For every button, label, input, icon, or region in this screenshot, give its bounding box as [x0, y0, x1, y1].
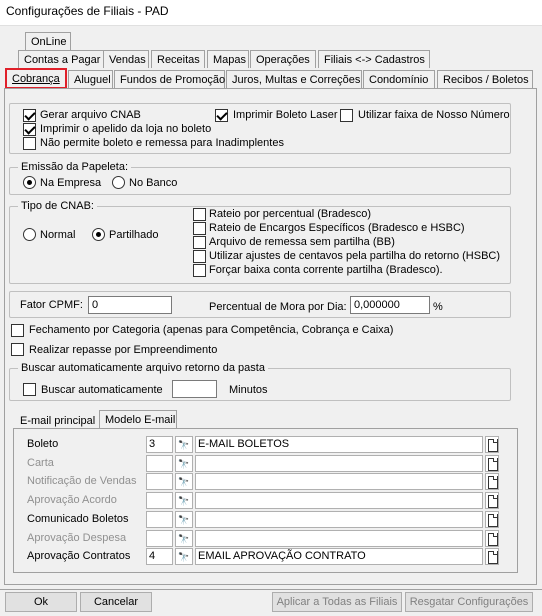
- email-row-label: Notificação de Vendas: [27, 475, 137, 487]
- nao-permite-checkbox[interactable]: [23, 137, 36, 150]
- tab-vendas[interactable]: Vendas: [103, 50, 149, 68]
- tab-online[interactable]: OnLine: [25, 32, 71, 50]
- arquivo-remessa-checkbox[interactable]: [193, 236, 206, 249]
- fechamento-checkbox[interactable]: [11, 324, 24, 337]
- resgatar-button[interactable]: [405, 592, 533, 612]
- binoculars-icon[interactable]: 🔭: [175, 436, 193, 453]
- document-icon[interactable]: [485, 455, 499, 472]
- binoculars-icon[interactable]: 🔭: [175, 511, 193, 528]
- cnab-legend: Tipo de CNAB:: [18, 200, 97, 212]
- cancelar-label: Cancelar: [93, 596, 139, 608]
- tab-aluguel[interactable]: Aluguel: [68, 70, 113, 88]
- email-row-label: Aprovação Despesa: [27, 532, 127, 544]
- percent-label: %: [433, 301, 443, 313]
- rateio-percentual-label: Rateio por percentual (Bradesco): [209, 208, 372, 220]
- email-row-number-input[interactable]: [146, 530, 173, 547]
- document-icon[interactable]: [485, 511, 499, 528]
- imprimir-apelido-checkbox[interactable]: [23, 123, 36, 136]
- rateio-percentual-checkbox[interactable]: [193, 208, 206, 221]
- email-row-label: Aprovação Acordo: [27, 494, 117, 506]
- email-row-label: Carta: [27, 457, 54, 469]
- fator-cpmf-input[interactable]: 0: [88, 296, 172, 314]
- tab-filiais-cadastros[interactable]: Filiais <-> Cadastros: [318, 50, 430, 68]
- imprimir-apelido-label: Imprimir o apelido da loja no boleto: [40, 123, 212, 135]
- normal-radio[interactable]: [23, 228, 36, 241]
- tab-email-principal[interactable]: E-mail principal: [20, 415, 96, 427]
- mora-input[interactable]: 0,000000: [350, 296, 430, 314]
- ajustes-centavos-label: Utilizar ajustes de centavos pela partilha do retorno (HSBC): [209, 250, 501, 262]
- email-row-number-input[interactable]: [146, 492, 173, 509]
- repasse-checkbox[interactable]: [11, 343, 24, 356]
- aplicar-label: Aplicar a Todas as Filiais: [276, 596, 398, 608]
- buscar-legend: Buscar automaticamente arquivo retorno da pasta: [18, 362, 268, 374]
- email-row-label: Comunicado Boletos: [27, 513, 129, 525]
- email-row-model-field: [195, 455, 483, 472]
- emissao-legend: Emissão da Papeleta:: [18, 161, 131, 173]
- forcar-baixa-checkbox[interactable]: [193, 264, 206, 277]
- na-empresa-radio[interactable]: [23, 176, 36, 189]
- imprimir-boleto-laser-label: Imprimir Boleto Laser: [233, 109, 338, 121]
- tab-fundos-promocao[interactable]: Fundos de Promoção: [114, 70, 225, 88]
- document-icon[interactable]: [485, 492, 499, 509]
- fator-cpmf-label: Fator CPMF:: [20, 299, 83, 311]
- gerar-cnab-checkbox[interactable]: [23, 109, 36, 122]
- minutos-label: Minutos: [229, 384, 268, 396]
- normal-label: Normal: [40, 229, 76, 241]
- binoculars-icon[interactable]: 🔭: [175, 473, 193, 490]
- no-banco-radio[interactable]: [112, 176, 125, 189]
- email-row-number-input[interactable]: 4: [146, 548, 173, 565]
- email-row-number-input[interactable]: 3: [146, 436, 173, 453]
- title-bar: [0, 0, 542, 26]
- binoculars-icon[interactable]: 🔭: [175, 492, 193, 509]
- email-row-number-input[interactable]: [146, 473, 173, 490]
- buscar-auto-checkbox[interactable]: [23, 383, 36, 396]
- email-row-model-field: [195, 511, 483, 528]
- tab-contas-a-pagar[interactable]: Contas a Pagar: [18, 50, 104, 68]
- email-row-number-input[interactable]: [146, 511, 173, 528]
- tab-juros-multas[interactable]: Juros, Multas e Correções: [226, 70, 362, 88]
- document-icon[interactable]: [485, 436, 499, 453]
- imprimir-boleto-laser-checkbox[interactable]: [215, 109, 228, 122]
- fechamento-label: Fechamento por Categoria (apenas para Competência, Cobrança e Caixa): [29, 324, 394, 336]
- aplicar-todas-button[interactable]: [272, 592, 402, 612]
- utilizar-faixa-checkbox[interactable]: [340, 109, 353, 122]
- document-icon[interactable]: [485, 548, 499, 565]
- document-icon[interactable]: [485, 530, 499, 547]
- repasse-label: Realizar repasse por Empreendimento: [29, 344, 218, 356]
- email-row-number-input[interactable]: [146, 455, 173, 472]
- document-icon[interactable]: [485, 473, 499, 490]
- rateio-encargos-label: Rateio de Encargos Específicos (Bradesco e HSBC): [209, 222, 465, 234]
- tab-modelo-email[interactable]: Modelo E-mail: [99, 410, 177, 428]
- tab-mapas[interactable]: Mapas: [207, 50, 249, 68]
- binoculars-icon[interactable]: 🔭: [175, 530, 193, 547]
- nao-permite-label: Não permite boleto e remessa para Inadimplentes: [40, 137, 284, 149]
- tab-condominio[interactable]: Condomínio: [363, 70, 435, 88]
- ok-button[interactable]: [5, 592, 77, 612]
- no-banco-label: No Banco: [129, 177, 178, 189]
- partilhado-label: Partilhado: [109, 229, 159, 241]
- tab-cobranca[interactable]: Cobrança: [5, 68, 67, 89]
- email-row-model-field: [195, 530, 483, 547]
- rateio-encargos-checkbox[interactable]: [193, 222, 206, 235]
- window-title: Configurações de Filiais - PAD: [6, 4, 169, 18]
- ok-label: Ok: [33, 596, 49, 608]
- ajustes-centavos-checkbox[interactable]: [193, 250, 206, 263]
- gerar-cnab-label: Gerar arquivo CNAB: [40, 109, 141, 121]
- buscar-auto-label: Buscar automaticamente: [41, 384, 163, 396]
- binoculars-icon[interactable]: 🔭: [175, 548, 193, 565]
- tab-operacoes[interactable]: Operações: [250, 50, 316, 68]
- buscar-minutos-input[interactable]: [172, 380, 217, 398]
- na-empresa-label: Na Empresa: [40, 177, 102, 189]
- tab-recibos-boletos[interactable]: Recibos / Boletos: [437, 70, 533, 88]
- tab-receitas[interactable]: Receitas: [151, 50, 205, 68]
- email-row-model-field: E-MAIL BOLETOS: [195, 436, 483, 453]
- binoculars-icon[interactable]: 🔭: [175, 455, 193, 472]
- partilhado-radio[interactable]: [92, 228, 105, 241]
- cancelar-button[interactable]: [80, 592, 152, 612]
- arquivo-remessa-label: Arquivo de remessa sem partilha (BB): [209, 236, 395, 248]
- mora-label: Percentual de Mora por Dia:: [209, 301, 347, 313]
- email-row-model-field: [195, 492, 483, 509]
- forcar-baixa-label: Forçar baixa conta corrente partilha (Bradesco).: [209, 264, 443, 276]
- email-row-label: Boleto: [27, 438, 59, 450]
- utilizar-faixa-label: Utilizar faixa de Nosso Número: [358, 109, 510, 121]
- divider: [0, 589, 542, 590]
- email-row-label: Aprovação Contratos: [27, 550, 131, 562]
- email-row-model-field: [195, 473, 483, 490]
- resgatar-label: Resgatar Configurações: [409, 596, 529, 608]
- email-row-model-field: EMAIL APROVAÇÃO CONTRATO: [195, 548, 483, 565]
